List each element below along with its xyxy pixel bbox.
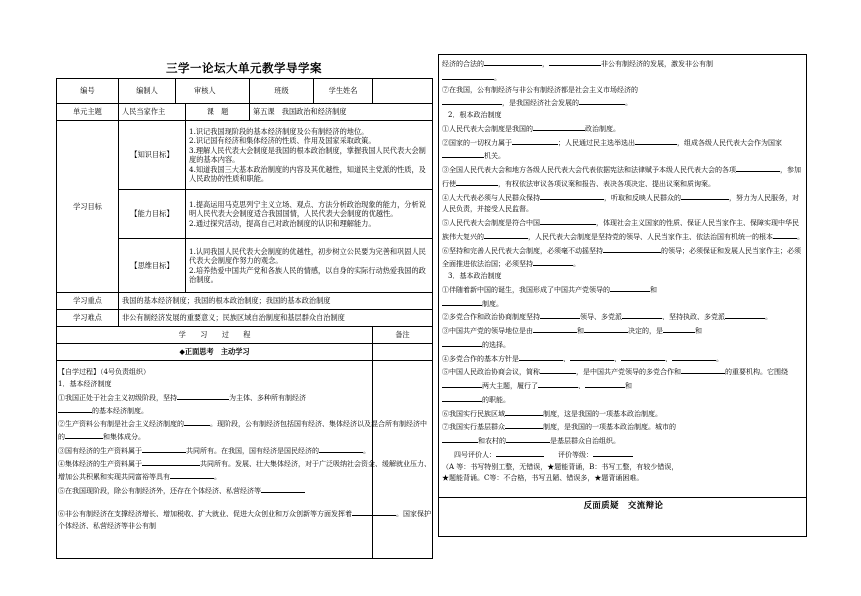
right-line: ⑦我国实行基层群众 制度，是我国的一项基本政治制度。城市的 和农村的 是基层群众自治组织。 xyxy=(442,420,804,448)
self-study-content xyxy=(58,366,431,533)
rubric-line-1: （A 等：书写特别工整，无错误，★题能背诵，B：书写工整，有较少错误， xyxy=(442,462,679,471)
ability-item: 2.通过探究活动，提高自己对政治制度的认识和理解能力。 xyxy=(189,218,376,228)
blank[interactable] xyxy=(58,404,92,413)
section3-title: 3．基本政治制度 xyxy=(448,272,502,280)
key-points-value: 我国的基本经济制度；我国的根本政治制度；我国的基本政治制度 xyxy=(119,293,433,310)
blank[interactable] xyxy=(177,391,229,400)
blank[interactable] xyxy=(184,417,210,426)
right-line: ⑤中国人民政治协商会议，简称 ，是中国共产党领导的多党合作和 的重要机构。它围绕两大主题，履行了 、 和 的职能。 xyxy=(442,365,804,406)
process-intro: 【自学过程】（4号负责组织） xyxy=(58,368,150,376)
knowledge-item: 2.识记国有经济和集体经济的性质、作用及国家采取政策。 xyxy=(189,136,376,145)
blank[interactable] xyxy=(672,352,716,361)
thinking-item: 2.培养热爱中国共产党和各族人民的情感，以自身的实际行动热爱我国的政治制度。 xyxy=(189,265,426,284)
student-label: 学生姓名 xyxy=(314,79,373,104)
right-line: ④人大代表必须与人民群众保持 ，听取和反映人民群众的 ，努力为人民服务，对人民负责，并接受人民监督。 xyxy=(442,191,804,217)
question-4: ④集体经济的生产资料属于 共同所有。发展、壮大集体经济，对于广泛吸纳社会资金、缓解就业压力、增加公共积累和实现共同富裕等具有 。 xyxy=(58,457,431,484)
right-line: ①人民代表大会制度是我国的 政治制度。 xyxy=(442,122,804,136)
knowledge-items xyxy=(186,121,433,190)
right-line: ④多党合作的基本方针是 、 、 、 。 xyxy=(442,352,804,366)
right-line: 经济的合法的 ， 非公有制经济的发展，激发非公有制 。 xyxy=(442,57,804,85)
blank[interactable] xyxy=(352,507,396,516)
right-line: ①伴随着新中国的诞生，我国形成了中国共产党领导的 和 制度。 xyxy=(442,283,804,311)
reviewer-label: 审核人 xyxy=(176,79,250,104)
knowledge-label: 【知识目标】 xyxy=(119,121,186,190)
class-label: 班级 xyxy=(250,79,314,104)
knowledge-item: 1.识记我国现阶段的基本经济制度及公有制经济的地位。 xyxy=(189,126,369,136)
blank[interactable] xyxy=(506,434,550,443)
blank[interactable] xyxy=(540,191,604,200)
blank[interactable] xyxy=(505,407,543,416)
blank[interactable] xyxy=(635,136,677,145)
number-label: 编号 xyxy=(57,79,119,104)
blank[interactable] xyxy=(442,434,478,443)
blank[interactable] xyxy=(725,310,765,319)
notes-cell xyxy=(373,344,433,361)
right-line: ③中国共产党的领导地位是由 和 决定的，是 和 的选择。 xyxy=(442,324,804,352)
blank[interactable] xyxy=(540,310,580,319)
unit-value: 人民当家作主 xyxy=(119,104,186,121)
blank[interactable] xyxy=(65,430,103,439)
right-line: ③全国人民代表大会和地方各级人民代表大会代表依据宪法和法律赋予本级人民代表大会的各项 ，参加行使 ，有权依法审议各项议案和报告、表决各项决定、提出议案和质询案。 xyxy=(442,163,804,191)
right-section-heading: 反面质疑 交流辩论 xyxy=(583,500,664,510)
blank[interactable] xyxy=(319,444,363,453)
right-content xyxy=(442,57,804,485)
ability-label: 【能力目标】 xyxy=(119,190,186,239)
question-5: ⑤在我国现阶段，除公有制经济外，还存在个体经济、私营经济等 xyxy=(58,484,431,497)
blank[interactable] xyxy=(533,257,573,266)
blank[interactable] xyxy=(170,470,214,479)
blank[interactable] xyxy=(540,216,596,225)
section-heading: ◆正面思考 主动学习 xyxy=(57,344,373,361)
blank[interactable] xyxy=(519,352,563,361)
section2-title: 2．根本政治制度 xyxy=(448,111,502,119)
thinking-label: 【思维目标】 xyxy=(119,239,186,293)
knowledge-item: 3.理解人民代表大会制度是我国的根本政治制度，掌握我国人民代表大会制度的基本内容。 xyxy=(189,145,426,164)
blank[interactable] xyxy=(505,420,543,429)
blank[interactable] xyxy=(570,352,614,361)
question-2: ②生产资料公有制是社会主义经济制度的 。现阶段，公有制经济包括国有经济、集体经济以及混合所有制经济中的 和集体成分。 xyxy=(58,417,431,444)
page-title: 三学一论坛大单元教学导学案 xyxy=(166,61,322,75)
blank[interactable] xyxy=(512,136,558,145)
blank[interactable] xyxy=(442,297,482,306)
blank[interactable] xyxy=(261,484,305,493)
blank[interactable] xyxy=(681,365,725,374)
blank[interactable] xyxy=(484,230,528,239)
blank[interactable] xyxy=(579,96,625,105)
evaluation-line: 四号评价人： 评价等级： xyxy=(442,448,804,462)
unit-label: 单元主题 xyxy=(57,104,119,121)
ability-items xyxy=(186,190,433,239)
ability-item: 1.提高运用马克思列宁主义立场、观点、方法分析政治现象的能力，分析说明人民代表大会制度适合我国国情，人民代表大会制度的优越性。 xyxy=(189,199,426,219)
lesson-value: 第五课 我国政治和经济制度 xyxy=(250,104,433,121)
blank[interactable] xyxy=(442,338,482,347)
difficulties-label: 学习难点 xyxy=(57,310,119,327)
evaluator-field[interactable] xyxy=(496,448,544,457)
right-line: ⑥我国实行民族区域 制度，这是我国的一项基本政治制度。 xyxy=(442,407,804,421)
thinking-items xyxy=(186,239,433,293)
right-line: ⑤人民代表大会制度是符合中国 ，体现社会主义国家的性质、保证人民当家作主、保障实现中华民族伟大复兴的 ，人民代表大会制度是坚持党的领导、人民当家作主、依法治国有机统一的根本 。 xyxy=(442,216,804,244)
question-1: ①我国正处于社会主义初级阶段，坚持 为主体、多种所有制经济 的基本经济制度。 xyxy=(58,391,431,418)
blank[interactable] xyxy=(533,122,585,131)
objectives-label: 学习目标 xyxy=(57,121,119,293)
thinking-item: 1.认同我国人民代表大会制度的优越性，初步树立公民要为完善和巩固人民代表大会制度作努力的观念。 xyxy=(189,246,426,265)
key-points-label: 学习重点 xyxy=(57,293,119,310)
lesson-label: 课 题 xyxy=(186,104,250,121)
blank[interactable] xyxy=(533,324,577,333)
right-divider xyxy=(438,497,807,498)
blank[interactable] xyxy=(610,283,650,292)
blank[interactable] xyxy=(442,71,494,80)
blank[interactable] xyxy=(456,177,498,186)
blank[interactable] xyxy=(585,379,625,388)
blank[interactable] xyxy=(142,457,200,466)
blank[interactable] xyxy=(584,324,628,333)
blank[interactable] xyxy=(621,352,665,361)
blank[interactable] xyxy=(442,149,484,158)
compiler-label: 编制人 xyxy=(119,79,176,104)
blank[interactable] xyxy=(622,310,662,319)
question-6: ⑥非公有制经济在支撑经济增长、增加税收、扩大就业、促进大众创业和万众创新等方面发挥着 。国家保护个体经济、私营经济等非公有制 xyxy=(58,507,431,533)
blank[interactable] xyxy=(442,379,482,388)
blank[interactable] xyxy=(538,379,578,388)
blank[interactable] xyxy=(681,191,729,200)
right-line: ⑦在我国，公有制经济与非公有制经济都是社会主义市场经济的 ，是我国经济社会发展的 。 xyxy=(442,85,638,108)
right-line: ⑥坚持和完善人民代表大会制度，必须毫不动摇坚持 的领导；必须保证和发展人民当家作主；必须全面推进依法治国；必须坚持 。 xyxy=(442,244,804,272)
knowledge-item: 4.知道我国三大基本政治制度的内容及其优越性，知道民主党派的性质，及人民政协的性质和职能。 xyxy=(189,164,426,183)
grade-field[interactable] xyxy=(593,448,633,457)
rubric-line-2: ★题能背诵。C等：不合格，书写丑陋、错误多，★题背诵困难。 xyxy=(442,474,644,483)
process-header: 学 习 过 程 xyxy=(57,327,373,344)
blank[interactable] xyxy=(549,57,601,66)
blank[interactable] xyxy=(603,244,661,253)
student-name-field[interactable] xyxy=(373,79,433,104)
section1-title: 1．基本经济制度 xyxy=(58,380,112,389)
right-line: ②多党合作和政治协商制度坚持 领导、多党派 、坚持执政、多党派 。 xyxy=(442,310,804,324)
right-line: ②国家的一切权力属于 ；人民通过民主选举选出 ，组成各级人民代表大会作为国家机关。 xyxy=(442,136,804,164)
blank[interactable] xyxy=(142,444,186,453)
blank[interactable] xyxy=(442,393,482,402)
blank[interactable] xyxy=(663,324,695,333)
difficulties-value: 非公有制经济发展的重要意义；民族区域自治制度和基层群众自治制度 xyxy=(119,310,433,327)
notes-header: 备注 xyxy=(373,327,433,344)
question-3: ③国有经济的生产资料属于 共同所有。在我国，国有经济是国民经济的 。 xyxy=(58,444,431,457)
blank[interactable] xyxy=(773,230,797,239)
blank[interactable] xyxy=(484,57,542,66)
blank[interactable] xyxy=(540,365,576,374)
blank[interactable] xyxy=(736,163,780,172)
blank[interactable] xyxy=(442,96,502,105)
